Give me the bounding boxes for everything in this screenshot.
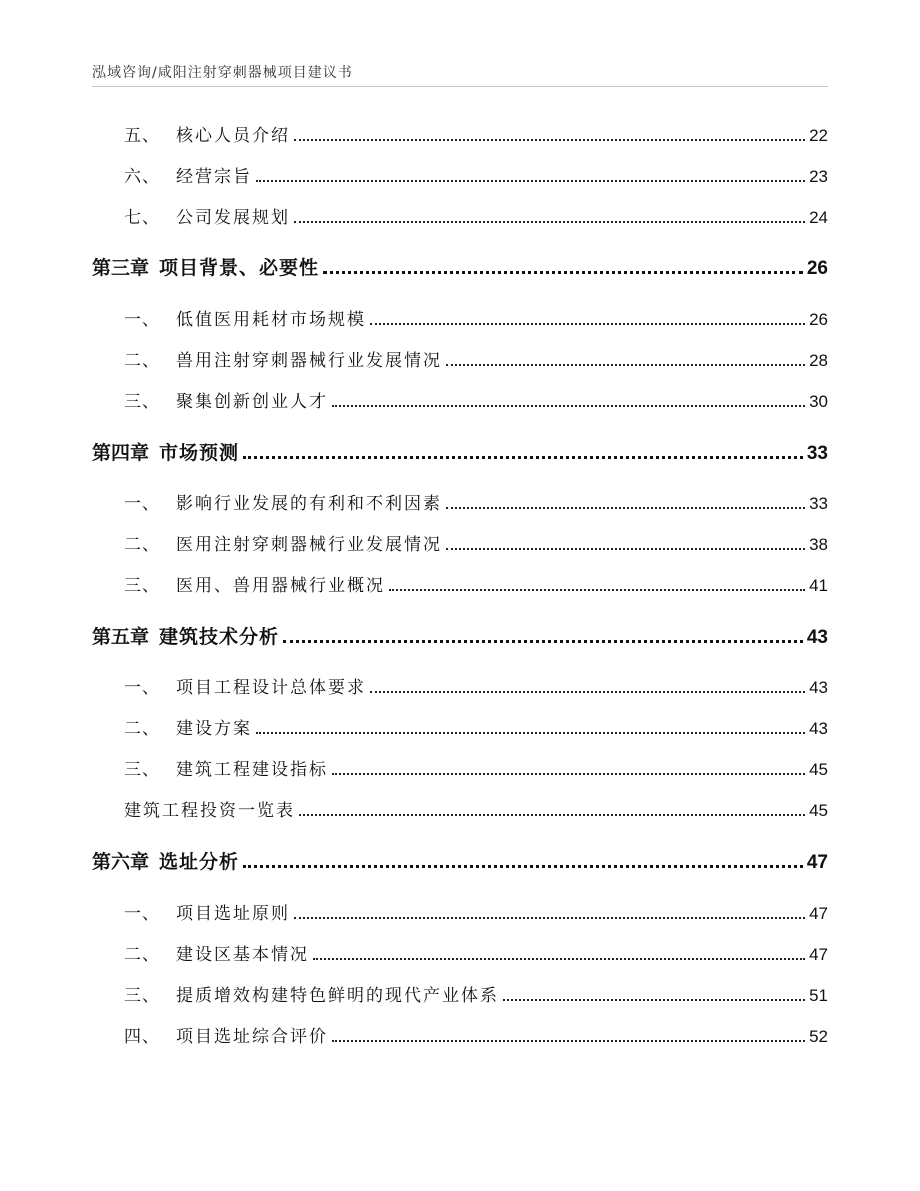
toc-chapter[interactable]	[92, 848, 828, 874]
dot-leader	[256, 732, 805, 734]
toc-entry-number: 二、	[124, 535, 160, 555]
toc-entry-title: 医用、兽用器械行业概况	[176, 576, 385, 596]
dot-leader	[294, 139, 805, 141]
toc-entry-title: 项目工程设计总体要求	[176, 678, 366, 698]
dot-leader	[332, 405, 805, 407]
dot-leader	[323, 271, 803, 274]
dot-leader	[446, 548, 805, 550]
toc-entry-number: 六、	[124, 167, 160, 187]
toc-entry-page: 28	[809, 351, 828, 370]
toc-entry[interactable]	[124, 206, 828, 228]
toc-entry-page: 45	[809, 801, 828, 820]
toc-entry-number: 一、	[124, 494, 160, 514]
dot-leader	[283, 640, 803, 643]
toc-entry-page: 22	[809, 126, 828, 145]
toc-entry-title: 建设区基本情况	[176, 945, 309, 965]
toc-entry[interactable]	[124, 902, 828, 924]
toc-entry-title: 兽用注射穿刺器械行业发展情况	[176, 351, 442, 371]
toc-entry-page: 24	[809, 208, 828, 227]
toc-entry-number: 二、	[124, 351, 160, 371]
toc-entry-number: 三、	[124, 986, 160, 1006]
toc-entry-title: 项目选址原则	[176, 904, 290, 924]
toc-entry[interactable]	[124, 165, 828, 187]
toc-chapter-page: 47	[806, 852, 828, 873]
toc-entry-page: 26	[809, 310, 828, 329]
toc-entry-page: 38	[809, 535, 828, 554]
dot-leader	[299, 814, 805, 816]
toc-entry[interactable]	[124, 758, 828, 780]
toc-chapter-number: 第三章	[92, 257, 150, 279]
dot-leader	[294, 917, 805, 919]
toc-entry[interactable]	[124, 533, 828, 555]
toc-chapter[interactable]	[92, 623, 828, 649]
toc-entry-number: 二、	[124, 719, 160, 739]
toc-entry[interactable]	[124, 574, 828, 596]
toc-entry[interactable]	[124, 943, 828, 965]
dot-leader	[294, 221, 805, 223]
toc-entry-page: 23	[809, 167, 828, 186]
toc-entry-page: 43	[809, 678, 828, 697]
toc-chapter[interactable]	[92, 439, 828, 465]
toc-entry[interactable]	[124, 676, 828, 698]
toc-entry[interactable]	[124, 799, 828, 821]
dot-leader	[332, 773, 805, 775]
toc-entry-number: 三、	[124, 760, 160, 780]
toc-entry-number: 三、	[124, 576, 160, 596]
toc-entry-title: 项目选址综合评价	[176, 1027, 328, 1047]
toc-entry-title: 公司发展规划	[176, 208, 290, 228]
toc-chapter-title: 项目背景、必要性	[159, 257, 320, 279]
toc-entry-number: 一、	[124, 310, 160, 330]
toc-entry-number: 一、	[124, 904, 160, 924]
toc-entry-page: 30	[809, 392, 828, 411]
toc-chapter-title: 选址分析	[159, 851, 240, 873]
toc-entry[interactable]	[124, 717, 828, 739]
toc-entry-title: 经营宗旨	[176, 167, 252, 187]
toc-chapter[interactable]	[92, 254, 828, 280]
toc-entry-number: 二、	[124, 945, 160, 965]
toc-chapter-number: 第六章	[92, 851, 150, 873]
toc-entry-title: 医用注射穿刺器械行业发展情况	[176, 535, 442, 555]
toc-chapter-page: 33	[806, 443, 828, 464]
toc-entry-title: 建设方案	[176, 719, 252, 739]
toc-entry-title: 建筑工程建设指标	[176, 760, 328, 780]
toc-entry-number: 四、	[124, 1027, 160, 1047]
toc-chapter-page: 26	[806, 258, 828, 279]
toc-entry-page: 41	[809, 576, 828, 595]
toc-entry-page: 47	[809, 904, 828, 923]
toc-chapter-page: 43	[806, 627, 828, 648]
toc-entry-title: 核心人员介绍	[176, 126, 290, 146]
toc-entry-title: 聚集创新创业人才	[176, 392, 328, 412]
toc-entry-title: 提质增效构建特色鲜明的现代产业体系	[176, 986, 499, 1006]
dot-leader	[370, 691, 805, 693]
dot-leader	[370, 323, 805, 325]
toc-entry-page: 45	[809, 760, 828, 779]
toc-entry-page: 33	[809, 494, 828, 513]
toc-chapter-title: 建筑技术分析	[159, 626, 280, 648]
dot-leader	[243, 865, 803, 868]
toc-chapter-number: 第四章	[92, 442, 150, 464]
dot-leader	[389, 589, 805, 591]
toc-entry-number: 五、	[124, 126, 160, 146]
toc-entry-page: 47	[809, 945, 828, 964]
toc-entry-number: 七、	[124, 208, 160, 228]
dot-leader	[332, 1040, 805, 1042]
dot-leader	[256, 180, 805, 182]
running-header: 泓域咨询/咸阳注射穿刺器械项目建议书	[92, 65, 353, 81]
toc-entry-number: 一、	[124, 678, 160, 698]
toc-entry[interactable]	[124, 492, 828, 514]
toc-entry[interactable]	[124, 390, 828, 412]
toc-entry[interactable]	[124, 308, 828, 330]
toc-chapter-number: 第五章	[92, 626, 150, 648]
toc-entry[interactable]	[124, 1025, 828, 1047]
toc-entry[interactable]	[124, 124, 828, 146]
toc-chapter-title: 市场预测	[159, 442, 240, 464]
toc-entry-page: 52	[809, 1027, 828, 1046]
dot-leader	[503, 999, 805, 1001]
toc-entry-title: 影响行业发展的有利和不利因素	[176, 494, 442, 514]
dot-leader	[243, 456, 803, 459]
toc-entry-page: 43	[809, 719, 828, 738]
toc-entry-number: 三、	[124, 392, 160, 412]
toc-entry[interactable]	[124, 349, 828, 371]
dot-leader	[313, 958, 805, 960]
toc-entry-title: 建筑工程投资一览表	[124, 801, 295, 821]
dot-leader	[446, 364, 805, 366]
toc-entry-page: 51	[809, 986, 828, 1005]
toc-entry[interactable]	[124, 984, 828, 1006]
toc-entry-title: 低值医用耗材市场规模	[176, 310, 366, 330]
dot-leader	[446, 507, 805, 509]
